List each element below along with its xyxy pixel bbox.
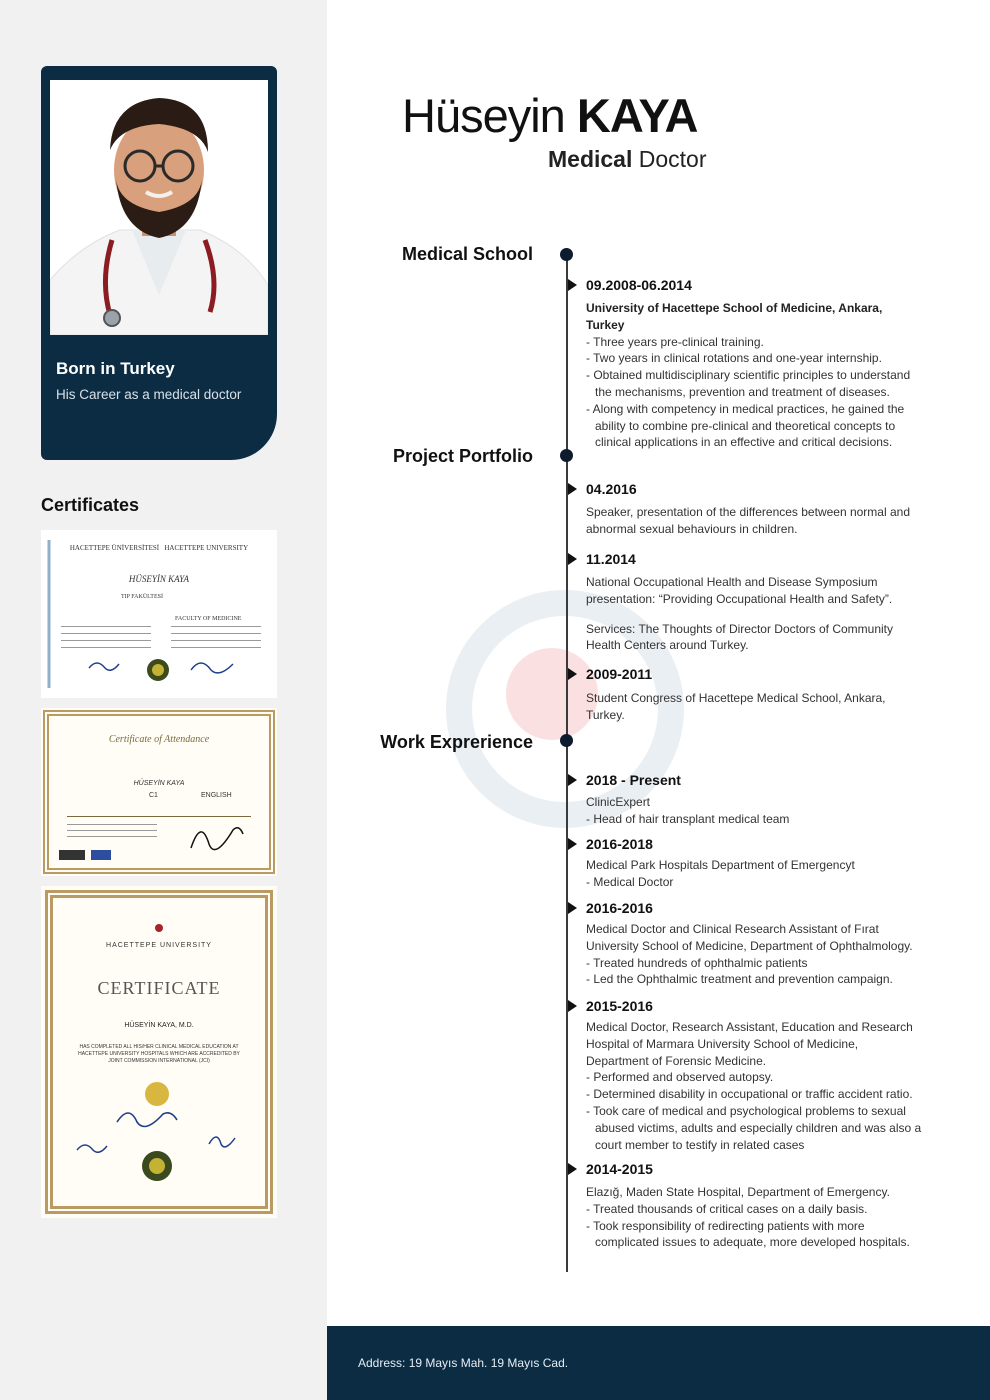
work-line: Medical Park Hospitals Department of Emergencyt	[586, 858, 855, 872]
certificates-heading: Certificates	[41, 495, 140, 515]
timeline-arrow-icon	[568, 1163, 577, 1175]
portfolio-details	[586, 690, 924, 724]
work-details	[586, 1184, 924, 1251]
portfolio-details	[586, 504, 924, 538]
timeline-arrow-icon	[568, 553, 577, 565]
school-bullet: - Three years pre-clinical training.	[586, 334, 764, 349]
cert1-name: HÜSEYİN KAYA	[128, 574, 190, 584]
portfolio-date: 11.2014	[586, 551, 636, 567]
portfolio-line: National Occupational Health and Disease Symposium presentation: “Providing Occupational Health and Safety”.	[586, 575, 893, 606]
portfolio-line: Services: The Thoughts of Director Doctors of Community Health Centers around Turkey.	[586, 621, 894, 653]
timeline-dot	[560, 248, 573, 261]
cert2-title: Certificate of Attendance	[108, 734, 210, 745]
cert3-text: HAS COMPLETED ALL HIS/HER CLINICAL MEDICAL EDUCATION AT HACETTEPE UNIVERSITY HOSPITALS WHICH ARE ACCREDITED BY JOINT COMMISSION INTERNATIONAL (JCI)	[78, 1044, 240, 1064]
work-line: Medical Doctor and Clinical Research Assistant of Fırat University School of Medicine, Department of Ophthalmology.	[586, 922, 913, 953]
cert2-language: ENGLISH	[201, 792, 232, 799]
cert3-title: CERTIFICATE	[97, 978, 221, 998]
work-date: 2014-2015	[586, 1161, 653, 1177]
cert3-name: HÜSEYİN KAYA, M.D.	[124, 1022, 194, 1029]
school-bullet: - Two years in clinical rotations and one-year internship.	[586, 351, 882, 366]
footer-bar	[327, 1326, 990, 1400]
timeline-dot	[560, 734, 573, 747]
cert1-faculty-tr: TIP FAKÜLTESİ	[121, 594, 163, 600]
cert3-university: HACETTEPE UNIVERSITY	[106, 942, 212, 949]
section-title-medical-school: Medical School	[401, 244, 533, 264]
left-column	[0, 0, 327, 1400]
profile-photo	[50, 80, 268, 335]
work-line: - Determined disability in occupational or traffic accident ratio.	[586, 1087, 913, 1102]
school-bullet: - Along with competency in medical practices, he gained the ability to combine pre-clinical and theoretical concepts to clinical applications in an effective and critical decisions.	[586, 401, 905, 450]
portfolio-date: 04.2016	[586, 481, 637, 497]
work-line: ClinicExpert	[586, 795, 651, 809]
work-line: Elazığ, Maden State Hospital, Department of Emergency.	[586, 1185, 890, 1199]
section-title-work-experience: Work Exprerience	[380, 732, 533, 752]
work-details	[586, 921, 924, 988]
portfolio-line: Speaker, presentation of the differences between normal and abnormal sexual behaviours in children.	[586, 505, 910, 536]
watermark-dot-icon	[506, 648, 598, 740]
work-line: - Treated thousands of critical cases on a daily basis.	[586, 1201, 868, 1216]
work-line: - Performed and observed autopsy.	[586, 1070, 774, 1085]
portfolio-line: Student Congress of Hacettepe Medical School, Ankara, Turkey.	[586, 691, 886, 722]
work-date: 2018 - Present	[586, 772, 681, 788]
name-heading: Hüseyin KAYA	[402, 89, 698, 142]
work-line: - Head of hair transplant medical team	[586, 811, 790, 826]
portfolio-date: 2009-2011	[586, 666, 653, 682]
school-details	[586, 300, 924, 451]
timeline-arrow-icon	[568, 668, 577, 680]
school-title: University of Hacettepe School of Medicine, Ankara, Turkey	[586, 301, 883, 332]
cert1-seals-icon	[41, 530, 277, 698]
work-line: - Treated hundreds of ophthalmic patients	[586, 955, 808, 970]
school-date: 09.2008-06.2014	[586, 277, 692, 293]
career-label: His Career as a medical doctor	[56, 387, 242, 402]
cert2-level: C1	[149, 792, 158, 799]
work-date: 2015-2016	[586, 998, 653, 1014]
work-line: - Medical Doctor	[586, 874, 674, 889]
role-heading: Medical Doctor	[548, 146, 707, 172]
school-bullet: - Obtained multidisciplinary scientific principles to understand the mechanisms, prevention and treatment of diseases.	[586, 368, 911, 399]
portfolio-details	[586, 574, 924, 654]
cert2-name: HÜSEYİN KAYA	[133, 780, 185, 787]
work-date: 2016-2016	[586, 900, 653, 916]
work-line: - Took responsibility of redirecting patients with more complicated issues to adequate, more developed hospitals.	[586, 1218, 910, 1250]
work-line: Medical Doctor, Research Assistant, Education and Research Hospital of Marmara University School of Medicine, Department of Forensic Medicine.	[586, 1020, 913, 1068]
doctor-portrait-image	[50, 80, 268, 335]
certificate-hacettepe-diploma	[41, 530, 277, 698]
timeline-arrow-icon	[568, 279, 577, 291]
section-title-project-portfolio: Project Portfolio	[392, 446, 533, 466]
work-date: 2016-2018	[586, 836, 653, 852]
cert1-faculty-en: FACULTY OF MEDICINE	[175, 616, 242, 622]
timeline-arrow-icon	[568, 902, 577, 914]
work-line: - Took care of medical and psychological problems to sexual abused victims, adults and especially children and was also a court member to testify in related cases	[586, 1103, 922, 1152]
timeline-arrow-icon	[568, 1000, 577, 1012]
work-details	[586, 794, 924, 828]
timeline-arrow-icon	[568, 483, 577, 495]
cert3-seals-icon	[41, 886, 277, 1218]
cert1-university-heading: HACETTEPE ÜNİVERSİTESİ HACETTEPE UNIVERSITY	[69, 544, 249, 552]
work-details	[586, 1019, 924, 1153]
timeline-line	[566, 254, 568, 1272]
born-label: Born in Turkey	[56, 359, 175, 378]
footer-address: Address: 19 Mayıs Mah. 19 Mayıs Cad.	[358, 1356, 569, 1370]
timeline-arrow-icon	[568, 774, 577, 786]
timeline-dot	[560, 449, 573, 462]
work-line: - Led the Ophthalmic treatment and prevention campaign.	[586, 972, 893, 987]
work-details	[586, 857, 924, 891]
timeline-arrow-icon	[568, 838, 577, 850]
certificate-hacettepe-jci	[41, 886, 277, 1218]
